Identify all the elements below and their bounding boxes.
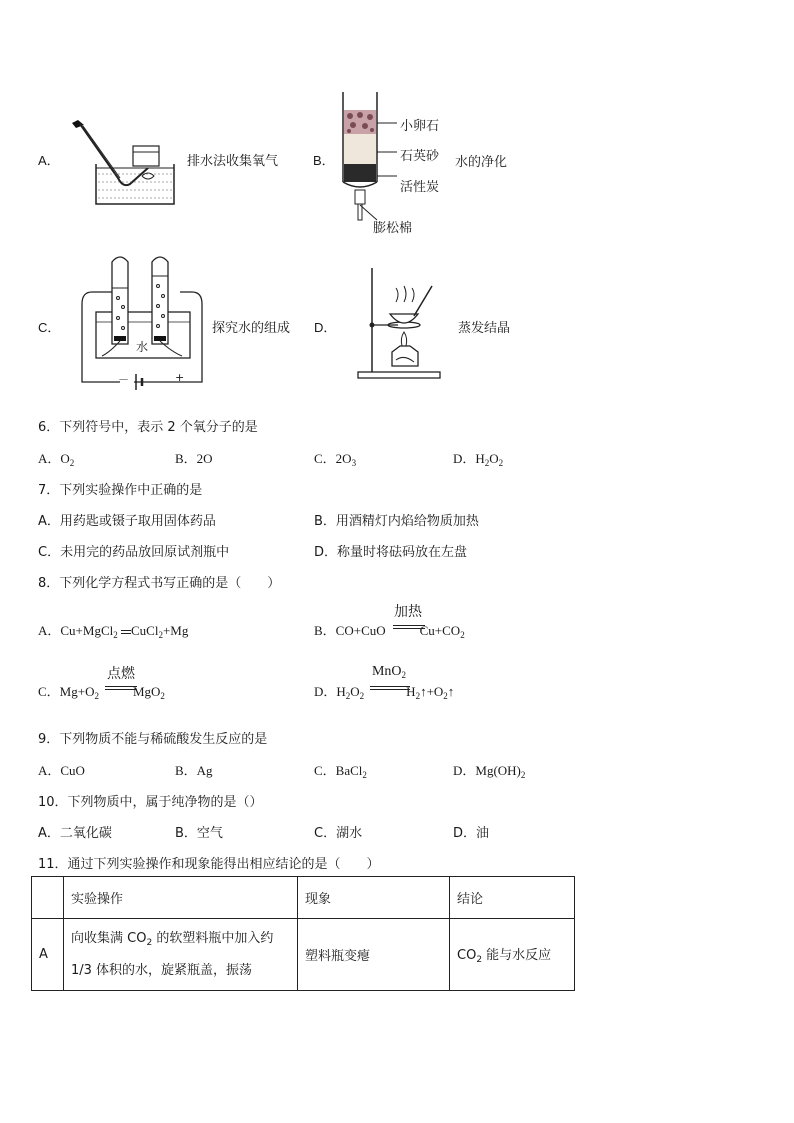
positive-terminal-label: + <box>175 371 185 384</box>
q8-c-equals <box>105 686 137 690</box>
q5-option-a-caption: 排水法收集氧气 <box>187 154 279 169</box>
q8-option-d[interactable]: D．$H_2O_2$ $H_2↑+O_2↑$ <box>314 684 455 701</box>
q9-stem: 9．下列物质不能与稀硫酸发生反应的是 <box>38 732 268 747</box>
row-phenomenon: 塑料瓶变瘪 <box>298 919 450 991</box>
q9-option-d[interactable]: D．$Mg(OH)_2$ <box>453 763 526 780</box>
q9-option-a[interactable]: A．CuO <box>38 763 85 778</box>
q5-option-d-caption: 蒸发结晶 <box>458 321 511 336</box>
q7-option-d[interactable]: D．称量时将砝码放在左盘 <box>314 545 468 560</box>
electrolysis-diagram <box>80 252 210 390</box>
q6-stem: 6．下列符号中，表示 2 个氧分子的是 <box>38 420 258 435</box>
q8-c-condition: 点燃 <box>107 666 135 682</box>
q11-stem: 11．通过下列实验操作和现象能得出相应结论的是（ ） <box>38 857 380 872</box>
q5-option-b-caption: 水的净化 <box>455 155 508 170</box>
drainage-collection-diagram <box>68 118 178 210</box>
q8-d-condition: MnO$_2$ <box>371 664 407 680</box>
q10-option-b[interactable]: B．空气 <box>175 826 223 841</box>
q10-option-a[interactable]: A．二氧化碳 <box>38 826 112 841</box>
q7-option-c[interactable]: C．未用完的药品放回原试剂瓶中 <box>38 545 230 560</box>
q7-option-a[interactable]: A．用药匙或镊子取用固体药品 <box>38 514 216 529</box>
water-purifier-diagram <box>335 90 405 238</box>
evaporation-diagram <box>356 262 446 382</box>
q8-option-c[interactable]: C．$Mg+O_2$ MgO$_2$ <box>38 684 165 701</box>
quartz-sand-layer-label: 石英砂 <box>400 149 440 164</box>
negative-terminal-label: － <box>118 373 129 386</box>
pebble-layer-label: 小卵石 <box>400 119 440 134</box>
q11-table <box>31 876 575 991</box>
header-conclusion: 结论 <box>450 877 575 919</box>
equals-sign <box>121 630 131 634</box>
header-phenomenon: 现象 <box>298 877 450 919</box>
q7-stem: 7．下列实验操作中正确的是 <box>38 483 203 498</box>
table-row <box>32 919 575 991</box>
q8-stem: 8．下列化学方程式书写正确的是（ ） <box>38 576 281 591</box>
header-operation: 实验操作 <box>64 877 298 919</box>
cotton-layer-label: 膨松棉 <box>373 221 413 236</box>
q5-option-b-letter: B． <box>313 153 335 168</box>
q8-b-equals <box>393 625 425 629</box>
q7-option-b[interactable]: B．用酒精灯内焰给物质加热 <box>314 514 479 529</box>
q5-option-c-letter: C． <box>38 320 61 335</box>
q8-d-equals <box>370 686 410 690</box>
q10-stem: 10．下列物质中，属于纯净物的是（） <box>38 795 263 810</box>
q6-option-d[interactable]: D．$H_2O_2$ <box>453 451 504 468</box>
q8-option-b[interactable]: B．CO+CuO $Cu+CO_2$ <box>314 623 465 640</box>
row-conclusion: $CO_2$ 能与水反应 <box>450 919 575 991</box>
activated-carbon-layer-label: 活性炭 <box>400 180 440 195</box>
header-id <box>32 877 64 919</box>
q10-option-c[interactable]: C．湖水 <box>314 826 363 841</box>
q5-option-d-letter: D． <box>314 320 337 335</box>
table-header-row <box>32 877 575 919</box>
q5-option-a-letter: A． <box>38 153 60 168</box>
q5-option-c-caption: 探究水的组成 <box>212 321 291 336</box>
q10-option-d[interactable]: D．油 <box>453 826 490 841</box>
water-label: 水 <box>136 340 149 354</box>
q9-option-b[interactable]: B．Ag <box>175 763 213 778</box>
q6-option-a[interactable]: A．$O_2$ <box>38 451 75 468</box>
q8-b-condition: 加热 <box>394 604 422 620</box>
row-id: A <box>32 919 64 991</box>
q8-option-a[interactable]: A．Cu+MgCl$_2$ CuCl$_2$+Mg <box>38 623 189 640</box>
q6-option-c[interactable]: C．$2O_3$ <box>314 451 357 468</box>
q6-option-b[interactable]: B．2O <box>175 451 213 466</box>
q9-option-c[interactable]: C．BaCl$_2$ <box>314 763 367 780</box>
row-operation: 向收集满 $CO_2$ 的软塑料瓶中加入约 1/3 体积的水，旋紧瓶盖，振荡 <box>64 919 298 991</box>
